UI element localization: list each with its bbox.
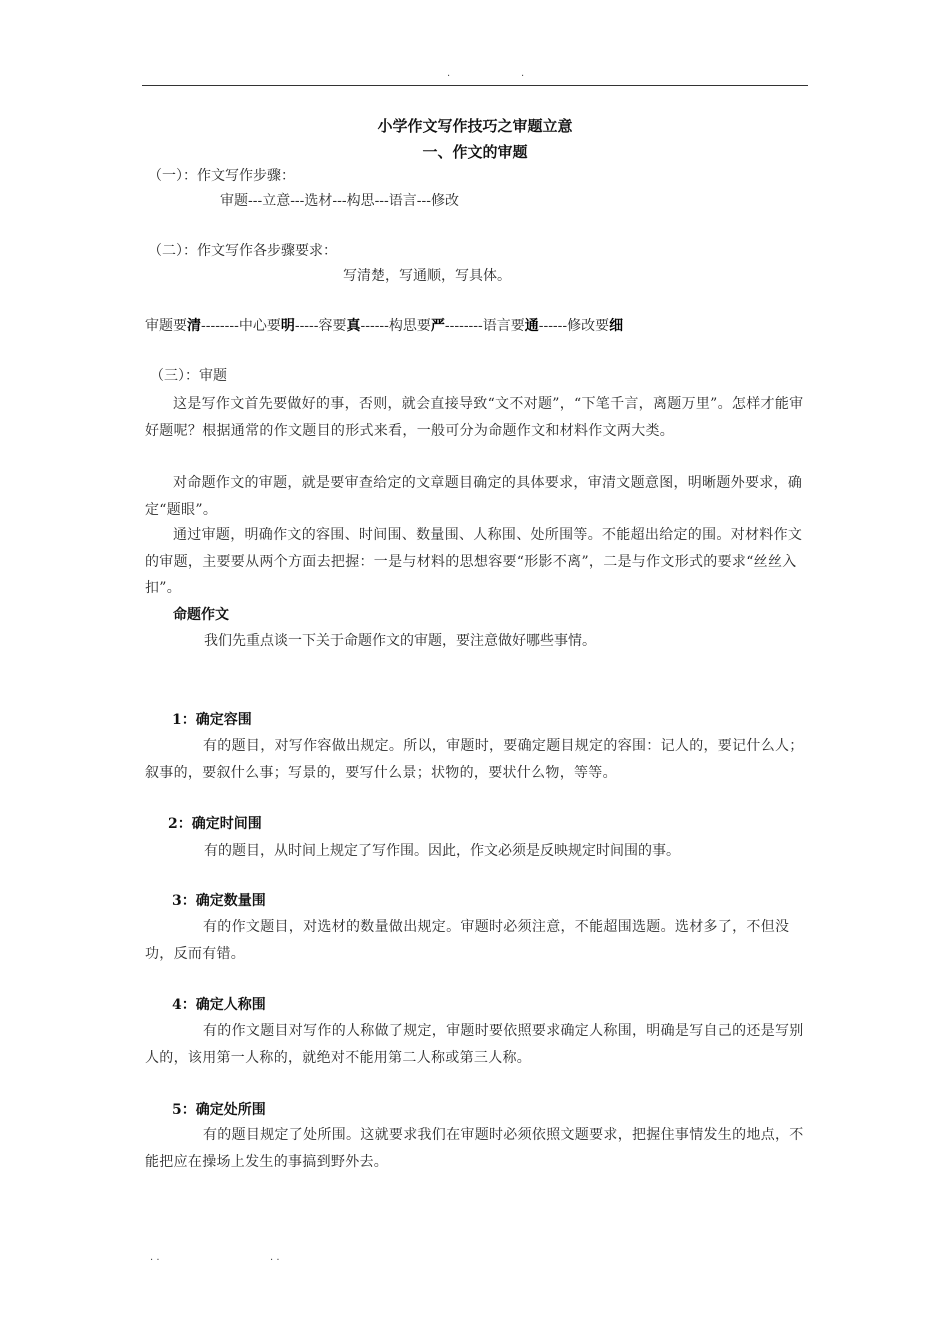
req-key: 清	[187, 318, 201, 334]
subsection-heading: 命题作文	[173, 607, 229, 623]
paragraph	[145, 522, 810, 602]
document-title: 小学作文写作技巧之审题立意	[377, 117, 573, 135]
header-dots-left: .	[447, 68, 451, 79]
paragraph-text: 我们先重点谈一下关于命题作文的审题，要注意做好哪些事情。	[204, 633, 596, 649]
item-paragraph	[145, 733, 810, 786]
req-key: 严	[430, 318, 445, 334]
section-title: 一、作文的审题	[422, 143, 528, 161]
paragraph-text: 对命题作文的审题，就是要审查给定的文章题目确定的具体要求，审清文题意图，明晰题外要求，确定“题眼”。	[145, 475, 803, 518]
paragraph-text: 这是写作文首先要做好的事，否则，就会直接导致“文不对题”，“下笔千言，离题万里”。怎样才能审好题呢？根据通常的作文题目的形式来看，一般可分为命题作文和材料作文两大类。	[145, 396, 804, 439]
paragraph	[145, 470, 810, 523]
item-paragraph	[145, 1018, 810, 1071]
req-label: 容要	[318, 318, 347, 334]
item-text: 有的题目，对写作容做出规定。所以，审题时，要确定题目规定的容围：记人的，要记什么人；叙事的，要叙什么事；写景的，要写什么景；状物的，要状什么物，等等。	[145, 738, 804, 781]
item-heading: 5：确定处所围	[172, 1102, 266, 1118]
item-heading: 3：确定数量围	[172, 893, 266, 909]
item-paragraph	[145, 914, 810, 967]
req-label: 中心要	[238, 318, 281, 334]
paragraph-text: 通过审题，明确作文的容围、时间围、数量围、人称围、处所围等。不能超出给定的围。对材料作文的审题，主要要从两个方面去把握：一是与材料的思想容要“形影不离”，二是与作文形式的要求“丝丝入扣”。	[145, 527, 803, 596]
item-text: 有的作文题目，对选材的数量做出规定。审题时必须注意，不能超围选题。选材多了，不但没功，反而有错。	[145, 919, 790, 962]
req-key: 真	[346, 318, 361, 334]
header-rule	[142, 85, 808, 86]
paragraph	[145, 391, 810, 444]
footer-dots-left: . .	[150, 1252, 160, 1263]
item-text: 有的作文题目对写作的人称做了规定，审题时要依照要求确定人称围，明确是写自己的还是写别人的，该用第一人称的，就绝对不能用第二人称或第三人称。	[145, 1023, 804, 1066]
item-heading: 1：确定容围	[172, 712, 252, 728]
req-key: 明	[280, 318, 295, 334]
req-sep: ------	[360, 318, 389, 334]
req-label: 审题要	[145, 318, 187, 334]
req-sep: -----	[294, 318, 319, 334]
req-key: 细	[609, 318, 624, 334]
req-label: 修改要	[567, 318, 610, 334]
step-requirements	[145, 316, 623, 336]
item-heading: 4：确定人称围	[172, 997, 266, 1013]
req-label: 语言要	[482, 318, 525, 334]
req-label: 构思要	[388, 318, 431, 334]
section-1-steps: 审题---立意---选材---构思---语言---修改	[220, 193, 459, 209]
footer-dots-right: . .	[270, 1252, 280, 1263]
req-sep: ------	[538, 318, 568, 334]
section-1-heading: （一）：作文写作步骤：	[148, 168, 295, 184]
section-3-heading: （三）：审题	[150, 368, 227, 384]
item-heading: 2：确定时间围	[168, 816, 262, 832]
req-sep: --------	[201, 318, 239, 334]
header-dots-right: .	[521, 68, 525, 79]
section-2-heading: （二）：作文写作各步骤要求：	[148, 243, 337, 259]
item-paragraph	[145, 1122, 810, 1175]
item-text: 有的题目规定了处所围。这就要求我们在审题时必须依照文题要求，把握住事情发生的地点，不能把应在操场上发生的事搞到野外去。	[145, 1127, 804, 1170]
req-sep: --------	[444, 318, 483, 334]
section-2-summary: 写清楚，写通顺，写具体。	[343, 268, 511, 284]
req-key: 通	[524, 318, 539, 334]
item-text: 有的题目，从时间上规定了写作围。因此，作文必须是反映规定时间围的事。	[204, 843, 680, 859]
